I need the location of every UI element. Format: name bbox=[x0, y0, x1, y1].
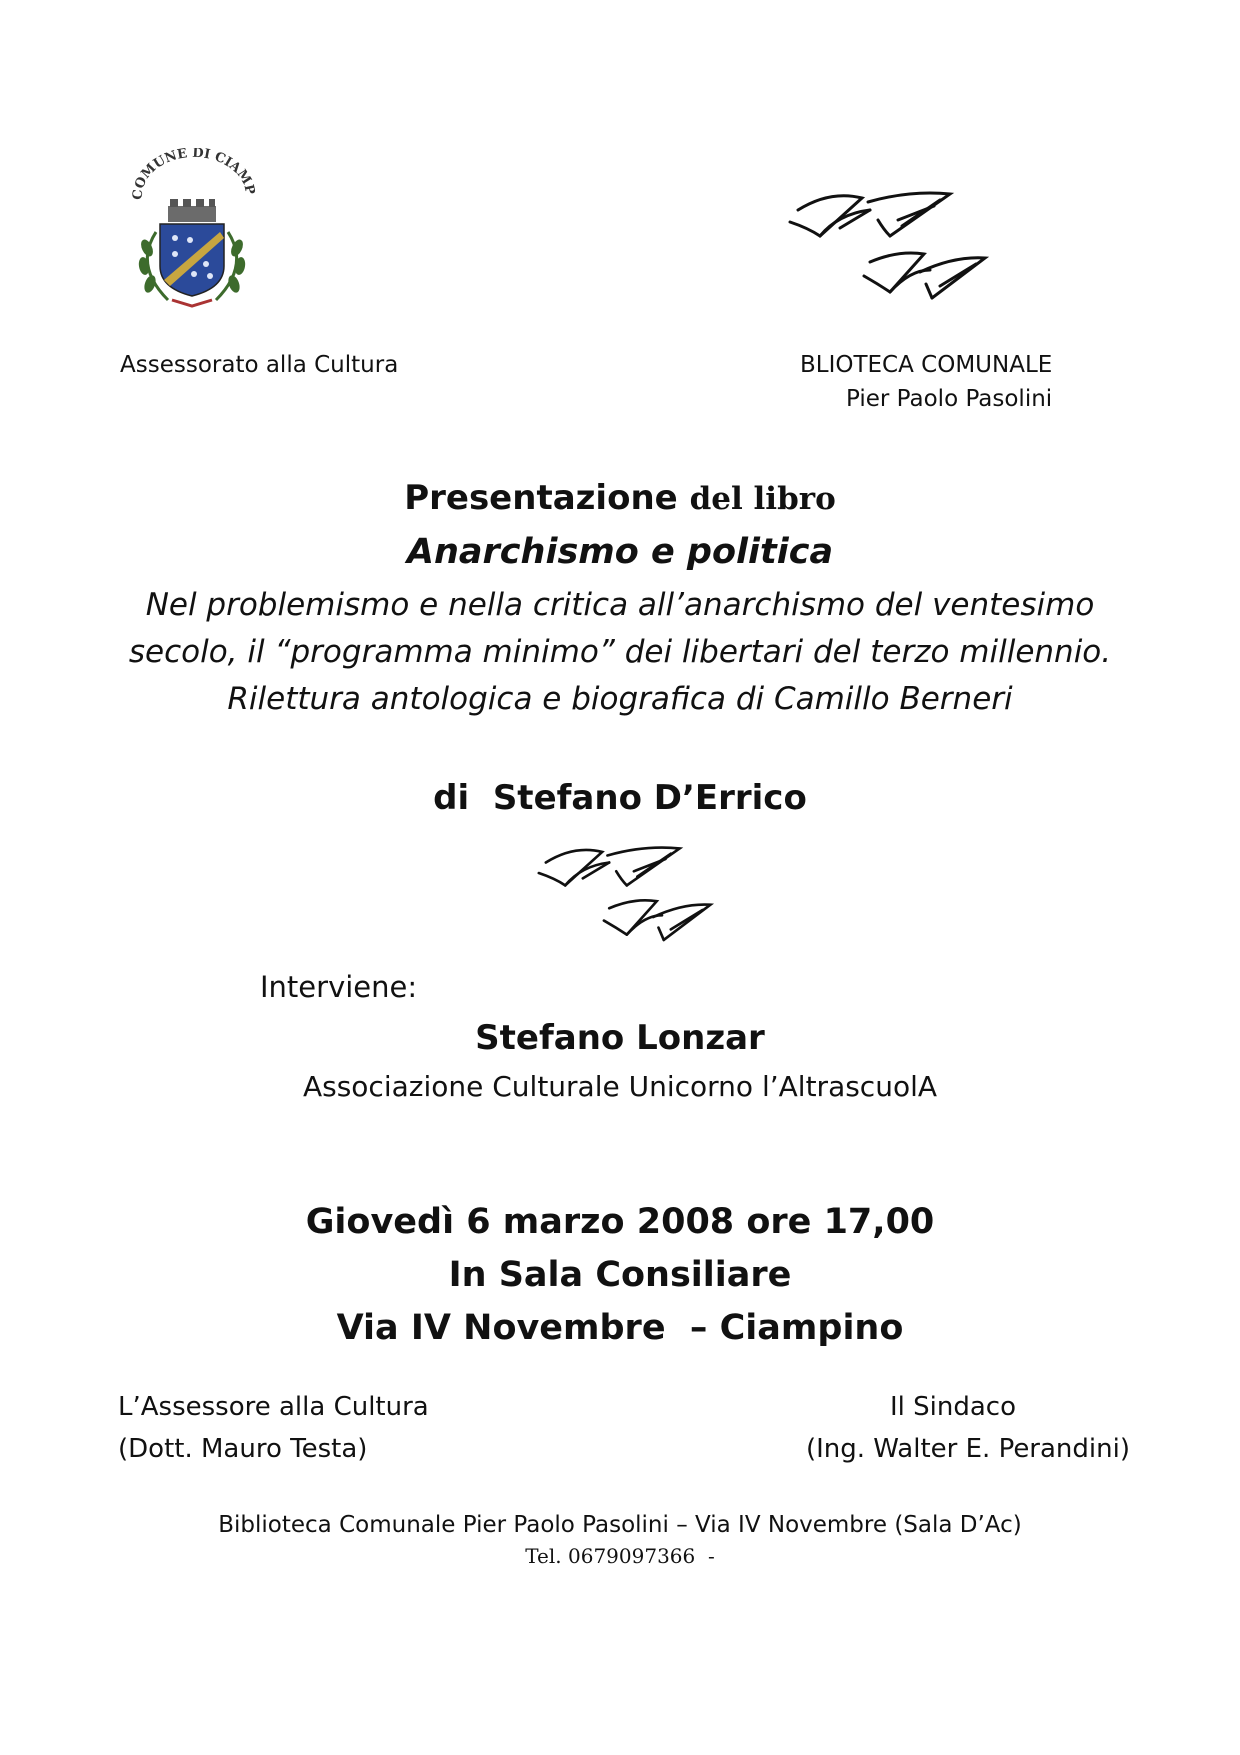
book-subtitle bbox=[0, 582, 1240, 723]
event-details bbox=[0, 1196, 1240, 1355]
presentation-lead-rest: del libro bbox=[689, 481, 836, 517]
presentation-heading bbox=[0, 478, 1240, 518]
speaker-intro: Interviene: bbox=[260, 970, 418, 1004]
sindaco-role: Il Sindaco bbox=[890, 1392, 1017, 1422]
footer-telephone: Tel. 0679097366 - bbox=[525, 1544, 715, 1568]
footer-address: Biblioteca Comunale Pier Paolo Pasolini – Via IV Novembre (Sala D’Ac) bbox=[218, 1512, 1022, 1538]
speaker-name: Stefano Lonzar bbox=[475, 1018, 765, 1058]
coat-of-arms-text: COMUNE DI CIAMP bbox=[130, 148, 258, 201]
event-date-time: Giovedì 6 marzo 2008 ore 17,00 bbox=[305, 1202, 935, 1242]
speaker-association: Associazione Culturale Unicorno l’AltrascuolA bbox=[302, 1070, 938, 1103]
flying-books-icon bbox=[530, 828, 750, 963]
svg-text:COMUNE DI CIAMPINO bbox=[120, 148, 257, 200]
assessorato-label: Assessorato alla Cultura bbox=[120, 352, 399, 378]
subtitle-line-1: Nel problemismo e nella critica all’anarchismo del ventesimo bbox=[145, 587, 1095, 623]
sindaco-name: (Ing. Walter E. Perandini) bbox=[805, 1434, 1130, 1464]
signature-right bbox=[770, 1386, 1130, 1470]
flying-books-icon bbox=[780, 180, 1030, 315]
book-title: Anarchismo e politica bbox=[406, 532, 834, 572]
event-address: Via IV Novembre – Ciampino bbox=[336, 1308, 904, 1348]
library-name-label: BLIOTECA COMUNALE bbox=[800, 352, 1053, 378]
subtitle-line-2: secolo, il “programma minimo” dei libertari del terzo millennio. bbox=[128, 634, 1112, 670]
library-dedication-label: Pier Paolo Pasolini bbox=[846, 386, 1053, 412]
assessore-name: (Dott. Mauro Testa) bbox=[118, 1434, 368, 1464]
coat-of-arms-icon bbox=[120, 148, 265, 313]
assessore-role: L’Assessore alla Cultura bbox=[118, 1392, 429, 1422]
signature-left bbox=[118, 1386, 429, 1470]
book-author: di Stefano D’Errico bbox=[433, 778, 807, 818]
subtitle-line-3: Rilettura antologica e biografica di Camillo Berneri bbox=[227, 681, 1013, 717]
event-room: In Sala Consiliare bbox=[448, 1255, 792, 1295]
presentation-lead: Presentazione bbox=[404, 478, 678, 518]
